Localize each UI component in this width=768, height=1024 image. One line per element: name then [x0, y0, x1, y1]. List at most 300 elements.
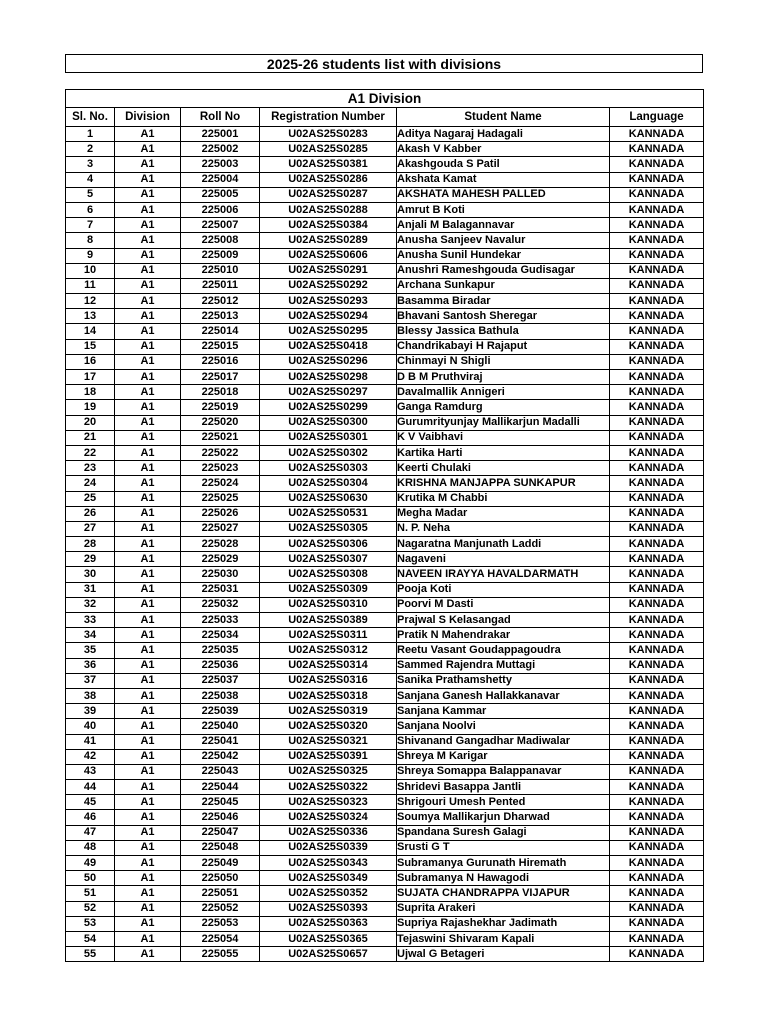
language-cell: KANNADA: [610, 415, 704, 430]
language-cell: KANNADA: [610, 795, 704, 810]
registration-number-cell: U02AS25S0298: [260, 370, 397, 385]
student-name-cell: Suprita Arakeri: [397, 901, 610, 916]
roll-no-cell: 225041: [181, 734, 260, 749]
column-header-sl-no: Sl. No.: [66, 108, 115, 127]
language-cell: KANNADA: [610, 916, 704, 931]
student-name-cell: Ganga Ramdurg: [397, 400, 610, 415]
roll-no-cell: 225010: [181, 263, 260, 278]
language-cell: KANNADA: [610, 613, 704, 628]
division-cell: A1: [115, 795, 181, 810]
student-name-cell: Shreya Somappa Balappanavar: [397, 764, 610, 779]
roll-no-cell: 225007: [181, 218, 260, 233]
sl-no-cell: 1: [66, 127, 115, 142]
roll-no-cell: 225029: [181, 552, 260, 567]
division-cell: A1: [115, 142, 181, 157]
student-name-cell: AKSHATA MAHESH PALLED: [397, 187, 610, 202]
table-row: [66, 415, 704, 430]
registration-number-cell: U02AS25S0657: [260, 947, 397, 962]
table-row: [66, 658, 704, 673]
division-cell: A1: [115, 567, 181, 582]
division-cell: A1: [115, 916, 181, 931]
language-cell: KANNADA: [610, 931, 704, 946]
table-row: [66, 597, 704, 612]
table-row: [66, 734, 704, 749]
roll-no-cell: 225011: [181, 278, 260, 293]
table-row: [66, 491, 704, 506]
roll-no-cell: 225014: [181, 324, 260, 339]
language-cell: KANNADA: [610, 339, 704, 354]
sl-no-cell: 48: [66, 840, 115, 855]
division-cell: A1: [115, 825, 181, 840]
registration-number-cell: U02AS25S0321: [260, 734, 397, 749]
sl-no-cell: 52: [66, 901, 115, 916]
sl-no-cell: 45: [66, 795, 115, 810]
student-name-cell: Davalmallik Annigeri: [397, 385, 610, 400]
sl-no-cell: 35: [66, 643, 115, 658]
roll-no-cell: 225027: [181, 521, 260, 536]
student-name-cell: Soumya Mallikarjun Dharwad: [397, 810, 610, 825]
division-cell: A1: [115, 597, 181, 612]
table-row: [66, 187, 704, 202]
roll-no-cell: 225051: [181, 886, 260, 901]
student-name-cell: Tejaswini Shivaram Kapali: [397, 931, 610, 946]
sl-no-cell: 41: [66, 734, 115, 749]
registration-number-cell: U02AS25S0287: [260, 187, 397, 202]
table-row: [66, 476, 704, 491]
student-name-cell: Gurumrityunjay Mallikarjun Madalli: [397, 415, 610, 430]
student-name-cell: D B M Pruthviraj: [397, 370, 610, 385]
language-cell: KANNADA: [610, 187, 704, 202]
division-heading-row: [66, 90, 704, 108]
sl-no-cell: 44: [66, 780, 115, 795]
registration-number-cell: U02AS25S0324: [260, 810, 397, 825]
division-cell: A1: [115, 324, 181, 339]
roll-no-cell: 225045: [181, 795, 260, 810]
sl-no-cell: 36: [66, 658, 115, 673]
roll-no-cell: 225013: [181, 309, 260, 324]
division-cell: A1: [115, 233, 181, 248]
language-cell: KANNADA: [610, 506, 704, 521]
division-cell: A1: [115, 628, 181, 643]
sl-no-cell: 25: [66, 491, 115, 506]
language-cell: KANNADA: [610, 521, 704, 536]
registration-number-cell: U02AS25S0318: [260, 688, 397, 703]
roll-no-cell: 225006: [181, 202, 260, 217]
registration-number-cell: U02AS25S0308: [260, 567, 397, 582]
column-header-division: Division: [115, 108, 181, 127]
table-row: [66, 764, 704, 779]
division-cell: A1: [115, 415, 181, 430]
division-heading: A1 Division: [66, 90, 704, 108]
sl-no-cell: 37: [66, 673, 115, 688]
column-header-registration-number: Registration Number: [260, 108, 397, 127]
sl-no-cell: 14: [66, 324, 115, 339]
sl-no-cell: 47: [66, 825, 115, 840]
roll-no-cell: 225025: [181, 491, 260, 506]
table-row: [66, 278, 704, 293]
column-header-roll-no: Roll No: [181, 108, 260, 127]
student-name-cell: SUJATA CHANDRAPPA VIJAPUR: [397, 886, 610, 901]
table-row: [66, 931, 704, 946]
roll-no-cell: 225032: [181, 597, 260, 612]
roll-no-cell: 225030: [181, 567, 260, 582]
registration-number-cell: U02AS25S0283: [260, 127, 397, 142]
student-name-cell: Prajwal S Kelasangad: [397, 613, 610, 628]
table-row: [66, 430, 704, 445]
language-cell: KANNADA: [610, 780, 704, 795]
registration-number-cell: U02AS25S0297: [260, 385, 397, 400]
sl-no-cell: 54: [66, 931, 115, 946]
registration-number-cell: U02AS25S0293: [260, 294, 397, 309]
registration-number-cell: U02AS25S0365: [260, 931, 397, 946]
division-cell: A1: [115, 172, 181, 187]
language-cell: KANNADA: [610, 476, 704, 491]
division-cell: A1: [115, 658, 181, 673]
student-name-cell: Nagaratna Manjunath Laddi: [397, 537, 610, 552]
division-cell: A1: [115, 218, 181, 233]
registration-number-cell: U02AS25S0320: [260, 719, 397, 734]
table-row: [66, 506, 704, 521]
table-row: [66, 916, 704, 931]
student-name-cell: Akshata Kamat: [397, 172, 610, 187]
roll-no-cell: 225043: [181, 764, 260, 779]
registration-number-cell: U02AS25S0301: [260, 430, 397, 445]
registration-number-cell: U02AS25S0393: [260, 901, 397, 916]
table-row: [66, 901, 704, 916]
student-name-cell: Bhavani Santosh Sheregar: [397, 309, 610, 324]
sl-no-cell: 39: [66, 704, 115, 719]
registration-number-cell: U02AS25S0325: [260, 764, 397, 779]
sl-no-cell: 2: [66, 142, 115, 157]
sl-no-cell: 23: [66, 461, 115, 476]
language-cell: KANNADA: [610, 704, 704, 719]
column-header-row: [66, 108, 704, 127]
language-cell: KANNADA: [610, 157, 704, 172]
student-name-cell: Sanjana Ganesh Hallakkanavar: [397, 688, 610, 703]
division-cell: A1: [115, 931, 181, 946]
table-row: [66, 582, 704, 597]
division-cell: A1: [115, 719, 181, 734]
student-name-cell: Anusha Sunil Hundekar: [397, 248, 610, 263]
registration-number-cell: U02AS25S0300: [260, 415, 397, 430]
roll-no-cell: 225049: [181, 856, 260, 871]
division-cell: A1: [115, 673, 181, 688]
division-cell: A1: [115, 385, 181, 400]
language-cell: KANNADA: [610, 856, 704, 871]
roll-no-cell: 225020: [181, 415, 260, 430]
division-cell: A1: [115, 430, 181, 445]
division-cell: A1: [115, 521, 181, 536]
table-row: [66, 127, 704, 142]
language-cell: KANNADA: [610, 552, 704, 567]
table-row: [66, 856, 704, 871]
division-cell: A1: [115, 840, 181, 855]
language-cell: KANNADA: [610, 248, 704, 263]
sl-no-cell: 38: [66, 688, 115, 703]
roll-no-cell: 225009: [181, 248, 260, 263]
sl-no-cell: 29: [66, 552, 115, 567]
registration-number-cell: U02AS25S0295: [260, 324, 397, 339]
roll-no-cell: 225021: [181, 430, 260, 445]
column-header-language: Language: [610, 108, 704, 127]
roll-no-cell: 225055: [181, 947, 260, 962]
table-row: [66, 825, 704, 840]
table-row: [66, 871, 704, 886]
sl-no-cell: 24: [66, 476, 115, 491]
division-cell: A1: [115, 339, 181, 354]
roll-no-cell: 225018: [181, 385, 260, 400]
language-cell: KANNADA: [610, 354, 704, 369]
roll-no-cell: 225038: [181, 688, 260, 703]
student-name-cell: Basamma Biradar: [397, 294, 610, 309]
table-row: [66, 537, 704, 552]
table-row: [66, 643, 704, 658]
table-row: [66, 370, 704, 385]
language-cell: KANNADA: [610, 597, 704, 612]
registration-number-cell: U02AS25S0418: [260, 339, 397, 354]
student-name-cell: Shreya M Karigar: [397, 749, 610, 764]
table-row: [66, 385, 704, 400]
registration-number-cell: U02AS25S0291: [260, 263, 397, 278]
sl-no-cell: 8: [66, 233, 115, 248]
language-cell: KANNADA: [610, 400, 704, 415]
language-cell: KANNADA: [610, 658, 704, 673]
sl-no-cell: 27: [66, 521, 115, 536]
division-cell: A1: [115, 476, 181, 491]
sl-no-cell: 51: [66, 886, 115, 901]
registration-number-cell: U02AS25S0339: [260, 840, 397, 855]
table-row: [66, 795, 704, 810]
table-row: [66, 400, 704, 415]
division-cell: A1: [115, 461, 181, 476]
sl-no-cell: 9: [66, 248, 115, 263]
table-row: [66, 840, 704, 855]
language-cell: KANNADA: [610, 491, 704, 506]
division-cell: A1: [115, 613, 181, 628]
student-name-cell: Shrigouri Umesh Pented: [397, 795, 610, 810]
roll-no-cell: 225024: [181, 476, 260, 491]
language-cell: KANNADA: [610, 445, 704, 460]
language-cell: KANNADA: [610, 673, 704, 688]
table-row: [66, 445, 704, 460]
sl-no-cell: 32: [66, 597, 115, 612]
division-cell: A1: [115, 248, 181, 263]
division-cell: A1: [115, 445, 181, 460]
roll-no-cell: 225012: [181, 294, 260, 309]
student-name-cell: Krutika M Chabbi: [397, 491, 610, 506]
roll-no-cell: 225022: [181, 445, 260, 460]
table-row: [66, 157, 704, 172]
sl-no-cell: 46: [66, 810, 115, 825]
student-name-cell: Amrut B Koti: [397, 202, 610, 217]
language-cell: KANNADA: [610, 218, 704, 233]
table-row: [66, 309, 704, 324]
roll-no-cell: 225040: [181, 719, 260, 734]
registration-number-cell: U02AS25S0311: [260, 628, 397, 643]
table-row: [66, 324, 704, 339]
sl-no-cell: 5: [66, 187, 115, 202]
roll-no-cell: 225017: [181, 370, 260, 385]
language-cell: KANNADA: [610, 278, 704, 293]
table-row: [66, 613, 704, 628]
student-name-cell: Sanika Prathamshetty: [397, 673, 610, 688]
sl-no-cell: 20: [66, 415, 115, 430]
roll-no-cell: 225019: [181, 400, 260, 415]
roll-no-cell: 225046: [181, 810, 260, 825]
division-cell: A1: [115, 202, 181, 217]
roll-no-cell: 225035: [181, 643, 260, 658]
language-cell: KANNADA: [610, 430, 704, 445]
student-name-cell: NAVEEN IRAYYA HAVALDARMATH: [397, 567, 610, 582]
language-cell: KANNADA: [610, 886, 704, 901]
student-name-cell: Keerti Chulaki: [397, 461, 610, 476]
student-name-cell: Srusti G T: [397, 840, 610, 855]
division-cell: A1: [115, 582, 181, 597]
language-cell: KANNADA: [610, 537, 704, 552]
registration-number-cell: U02AS25S0314: [260, 658, 397, 673]
roll-no-cell: 225001: [181, 127, 260, 142]
table-row: [66, 552, 704, 567]
registration-number-cell: U02AS25S0307: [260, 552, 397, 567]
roll-no-cell: 225005: [181, 187, 260, 202]
division-cell: A1: [115, 643, 181, 658]
student-name-cell: Shridevi Basappa Jantli: [397, 780, 610, 795]
registration-number-cell: U02AS25S0302: [260, 445, 397, 460]
sl-no-cell: 6: [66, 202, 115, 217]
language-cell: KANNADA: [610, 233, 704, 248]
sl-no-cell: 42: [66, 749, 115, 764]
sl-no-cell: 26: [66, 506, 115, 521]
student-name-cell: Ujwal G Betageri: [397, 947, 610, 962]
language-cell: KANNADA: [610, 810, 704, 825]
table-row: [66, 142, 704, 157]
student-name-cell: Anusha Sanjeev Navalur: [397, 233, 610, 248]
roll-no-cell: 225044: [181, 780, 260, 795]
sl-no-cell: 16: [66, 354, 115, 369]
division-cell: A1: [115, 704, 181, 719]
language-cell: KANNADA: [610, 901, 704, 916]
student-name-cell: Akashgouda S Patil: [397, 157, 610, 172]
sl-no-cell: 55: [66, 947, 115, 962]
division-cell: A1: [115, 278, 181, 293]
language-cell: KANNADA: [610, 294, 704, 309]
sl-no-cell: 53: [66, 916, 115, 931]
division-cell: A1: [115, 354, 181, 369]
sl-no-cell: 15: [66, 339, 115, 354]
student-name-cell: N. P. Neha: [397, 521, 610, 536]
language-cell: KANNADA: [610, 764, 704, 779]
registration-number-cell: U02AS25S0384: [260, 218, 397, 233]
roll-no-cell: 225039: [181, 704, 260, 719]
sl-no-cell: 31: [66, 582, 115, 597]
table-row: [66, 886, 704, 901]
registration-number-cell: U02AS25S0322: [260, 780, 397, 795]
sl-no-cell: 21: [66, 430, 115, 445]
roll-no-cell: 225031: [181, 582, 260, 597]
language-cell: KANNADA: [610, 127, 704, 142]
roll-no-cell: 225054: [181, 931, 260, 946]
sl-no-cell: 22: [66, 445, 115, 460]
student-name-cell: Archana Sunkapur: [397, 278, 610, 293]
registration-number-cell: U02AS25S0381: [260, 157, 397, 172]
division-cell: A1: [115, 309, 181, 324]
document-title: 2025-26 students list with divisions: [65, 54, 703, 73]
division-cell: A1: [115, 400, 181, 415]
student-name-cell: Nagaveni: [397, 552, 610, 567]
table-row: [66, 628, 704, 643]
division-cell: A1: [115, 764, 181, 779]
student-name-cell: Akash V Kabber: [397, 142, 610, 157]
roll-no-cell: 225023: [181, 461, 260, 476]
student-name-cell: Shivanand Gangadhar Madiwalar: [397, 734, 610, 749]
division-cell: A1: [115, 886, 181, 901]
sl-no-cell: 30: [66, 567, 115, 582]
sl-no-cell: 43: [66, 764, 115, 779]
sl-no-cell: 40: [66, 719, 115, 734]
table-row: [66, 263, 704, 278]
student-name-cell: Pratik N Mahendrakar: [397, 628, 610, 643]
table-row: [66, 248, 704, 263]
division-cell: A1: [115, 552, 181, 567]
column-header-student-name: Student Name: [397, 108, 610, 127]
table-row: [66, 810, 704, 825]
language-cell: KANNADA: [610, 947, 704, 962]
student-name-cell: Subramanya Gurunath Hiremath: [397, 856, 610, 871]
table-row: [66, 294, 704, 309]
student-name-cell: Anjali M Balagannavar: [397, 218, 610, 233]
sl-no-cell: 17: [66, 370, 115, 385]
language-cell: KANNADA: [610, 688, 704, 703]
registration-number-cell: U02AS25S0309: [260, 582, 397, 597]
table-row: [66, 339, 704, 354]
registration-number-cell: U02AS25S0343: [260, 856, 397, 871]
language-cell: KANNADA: [610, 582, 704, 597]
student-name-cell: Reetu Vasant Goudappagoudra: [397, 643, 610, 658]
sl-no-cell: 50: [66, 871, 115, 886]
students-table-body: [66, 127, 704, 962]
sl-no-cell: 49: [66, 856, 115, 871]
registration-number-cell: U02AS25S0316: [260, 673, 397, 688]
roll-no-cell: 225008: [181, 233, 260, 248]
roll-no-cell: 225003: [181, 157, 260, 172]
sl-no-cell: 33: [66, 613, 115, 628]
registration-number-cell: U02AS25S0294: [260, 309, 397, 324]
table-row: [66, 780, 704, 795]
division-cell: A1: [115, 187, 181, 202]
student-name-cell: Subramanya N Hawagodi: [397, 871, 610, 886]
table-row: [66, 704, 704, 719]
student-name-cell: Anushri Rameshgouda Gudisagar: [397, 263, 610, 278]
table-row: [66, 233, 704, 248]
registration-number-cell: U02AS25S0306: [260, 537, 397, 552]
roll-no-cell: 225037: [181, 673, 260, 688]
roll-no-cell: 225016: [181, 354, 260, 369]
sl-no-cell: 12: [66, 294, 115, 309]
language-cell: KANNADA: [610, 825, 704, 840]
student-name-cell: Sammed Rajendra Muttagi: [397, 658, 610, 673]
registration-number-cell: U02AS25S0286: [260, 172, 397, 187]
language-cell: KANNADA: [610, 840, 704, 855]
division-cell: A1: [115, 947, 181, 962]
student-name-cell: KRISHNA MANJAPPA SUNKAPUR: [397, 476, 610, 491]
registration-number-cell: U02AS25S0323: [260, 795, 397, 810]
language-cell: KANNADA: [610, 370, 704, 385]
language-cell: KANNADA: [610, 628, 704, 643]
table-row: [66, 947, 704, 962]
language-cell: KANNADA: [610, 461, 704, 476]
division-cell: A1: [115, 263, 181, 278]
registration-number-cell: U02AS25S0299: [260, 400, 397, 415]
